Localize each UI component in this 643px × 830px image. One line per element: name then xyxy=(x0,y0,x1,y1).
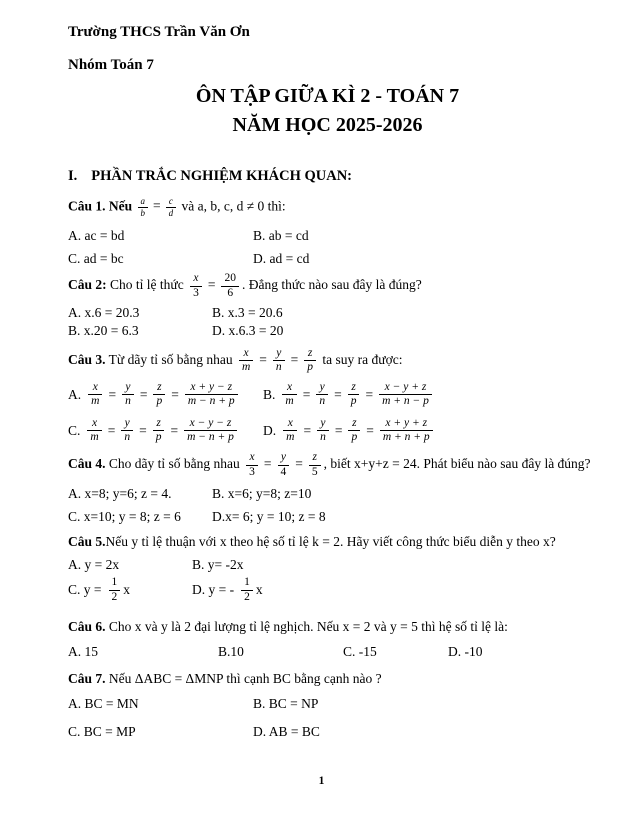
question-3-stem: Câu 3. Từ dãy tỉ số bằng nhau $\frac{x}{m}$ = $\frac{y}{n}$ = $\frac{z}{p}$ ta suy ra được: xyxy=(68,346,403,374)
section-numeral: I. xyxy=(68,167,78,184)
exam-title: ÔN TẬP GIỮA KÌ 2 - TOÁN 7 xyxy=(195,84,460,107)
fraction: $\frac{y}{n}$ xyxy=(316,381,328,409)
question-7-options-row-1 xyxy=(68,695,587,713)
fraction: $\frac{x}{m}$ xyxy=(87,417,101,445)
fraction: $\frac{y}{n}$ xyxy=(273,347,285,375)
question-6-label: Câu 6. xyxy=(68,619,106,635)
page-number: 1 xyxy=(318,775,325,788)
question-3-label: Câu 3. xyxy=(68,351,106,367)
option-c: C. x=10; y = 8; z = 6 xyxy=(68,509,181,525)
section-heading xyxy=(68,167,587,187)
question-7-options-row-2 xyxy=(68,723,587,741)
question-1 xyxy=(68,196,587,268)
fraction: $\frac{z}{5}$ xyxy=(309,451,321,479)
fraction: $\frac{x}{m}$ xyxy=(239,347,253,375)
option-b: B. x=6; y=8; z=10 xyxy=(212,486,312,502)
fraction: $\frac{a}{b}$ xyxy=(138,196,149,219)
option-a: A. y = 2x xyxy=(68,556,120,572)
option-b: B. y= -2x xyxy=(192,556,244,572)
fraction: $\frac{x}{m}$ xyxy=(282,381,296,409)
question-5-stem: Câu 5.Nếu y tỉ lệ thuận với x theo hệ số tỉ lệ k = 2. Hãy viết công thức biểu diễn y theo x? xyxy=(68,533,556,549)
option-c: C. y = $\frac{1}{2}$ x xyxy=(68,576,130,603)
fraction: $\frac{y}{n}$ xyxy=(317,417,329,445)
option-a: A. x.6 = 20.3 xyxy=(68,305,140,321)
question-7-label: Câu 7. xyxy=(68,670,106,686)
option-d: D. ad = cd xyxy=(253,250,310,266)
option-d: D.x= 6; y = 10; z = 8 xyxy=(212,509,326,525)
option-b: B. ab = cd xyxy=(253,227,309,243)
question-2-options-row-2 xyxy=(68,322,587,340)
option-c: C. -15 xyxy=(343,644,377,660)
school-year: NĂM HỌC 2025-2026 xyxy=(232,113,423,136)
question-2-stem: Câu 2: Cho tỉ lệ thức $\frac{x}{3}$ = $\frac{20}{6}$ . Đẳng thức nào sau đây là đúng? xyxy=(68,272,422,299)
option-d: D. x.6.3 = 20 xyxy=(212,323,284,339)
option-a: A. ac = bd xyxy=(68,227,125,243)
option-b: B.10 xyxy=(218,644,244,660)
fraction: $\frac{z}{p}$ xyxy=(153,381,165,409)
question-4-stem: Câu 4. Cho dãy tỉ số bằng nhau $\frac{x}{3}$ = $\frac{y}{4}$ = $\frac{z}{5}$ , biết x+y+z = 24. Phát biểu nào sau đây là đúng? xyxy=(68,451,591,478)
fraction: $\frac{x}{m}$ xyxy=(88,381,102,409)
question-6-options-row xyxy=(68,643,587,661)
option-b: B. BC = NP xyxy=(253,695,319,711)
fraction: $\frac{x - y - z}{m - n + p}$ xyxy=(184,417,237,445)
question-2 xyxy=(68,272,587,341)
question-7-stem: Câu 7. Nếu ΔABC = ΔMNP thì cạnh BC bằng cạnh nào ? xyxy=(68,670,382,686)
option-c: C. $\frac{x}{m}$ = $\frac{y}{n}$ = $\frac{z}{p}$ = $\frac{x - y - z}{m - n + p}$ xyxy=(68,417,263,445)
fraction: $\frac{x}{3}$ xyxy=(190,272,202,300)
option-d: D. $\frac{x}{m}$ = $\frac{y}{n}$ = $\frac{z}{p}$ = $\frac{x + y + z}{m + n + p}$ xyxy=(263,417,587,445)
fraction: $\frac{c}{d}$ xyxy=(166,196,177,219)
fraction: $\frac{20}{6}$ xyxy=(221,272,239,300)
fraction: $\frac{z}{p}$ xyxy=(153,417,165,445)
fraction: $\frac{x}{m}$ xyxy=(283,417,297,445)
option-a: A. $\frac{x}{m}$ = $\frac{y}{n}$ = $\frac{z}{p}$ = $\frac{x + y - z}{m - n + p}$ xyxy=(68,381,263,409)
option-c: C. ad = bc xyxy=(68,250,124,266)
question-4-options-row-2 xyxy=(68,508,587,526)
question-6 xyxy=(68,618,587,661)
question-5-options-row-1 xyxy=(68,556,587,574)
fraction: $\frac{z}{p}$ xyxy=(348,417,360,445)
option-c: B. x.20 = 6.3 xyxy=(68,323,139,339)
question-4-options-row-1 xyxy=(68,485,587,503)
fraction: $\frac{z}{p}$ xyxy=(304,347,316,375)
fraction: $\frac{1}{2}$ xyxy=(241,576,253,604)
question-3-options-row-1 xyxy=(68,381,587,409)
section-title: PHẦN TRẮC NGHIỆM KHÁCH QUAN: xyxy=(91,167,353,184)
question-6-stem: Câu 6. Cho x và y là 2 đại lượng tỉ lệ nghịch. Nếu x = 2 và y = 5 thì hệ số tỉ lệ là: xyxy=(68,619,508,635)
question-2-options-row-1 xyxy=(68,304,587,322)
question-7 xyxy=(68,670,587,742)
title-block xyxy=(68,82,587,140)
option-d: D. AB = BC xyxy=(253,724,320,740)
question-3-options-row-2 xyxy=(68,417,587,445)
option-a: A. BC = MN xyxy=(68,695,139,711)
fraction: $\frac{x + y + z}{m + n + p}$ xyxy=(380,417,433,445)
option-a: A. 15 xyxy=(68,644,98,660)
school-name: Trường THCS Trần Văn Ơn xyxy=(68,24,250,40)
question-1-options-row-2 xyxy=(68,250,587,268)
fraction: $\frac{y}{n}$ xyxy=(122,381,134,409)
question-4 xyxy=(68,451,591,527)
group-name: Nhóm Toán 7 xyxy=(68,57,154,74)
question-5-options-row-2 xyxy=(68,576,587,604)
question-5 xyxy=(68,533,587,605)
question-2-label: Câu 2: xyxy=(68,277,107,293)
option-b: B. x.3 = 20.6 xyxy=(212,305,283,321)
option-c: C. BC = MP xyxy=(68,724,136,740)
fraction: $\frac{y}{n}$ xyxy=(121,417,133,445)
fraction: $\frac{x + y - z}{m - n + p}$ xyxy=(185,381,238,409)
question-1-options-row-1 xyxy=(68,227,587,245)
fraction: $\frac{y}{4}$ xyxy=(278,451,290,479)
fraction: $\frac{z}{p}$ xyxy=(348,381,360,409)
option-a: A. x=8; y=6; z = 4. xyxy=(68,486,172,502)
option-d: D. y = - $\frac{1}{2}$ x xyxy=(192,576,263,603)
fraction: $\frac{x}{3}$ xyxy=(246,451,258,479)
fraction: $\frac{x - y + z}{m + n - p}$ xyxy=(379,381,432,409)
question-1-stem: Câu 1. Nếu $\frac{a}{b}$ = $\frac{c}{d}$ và a, b, c, d ≠ 0 thì: xyxy=(68,196,286,218)
option-d: D. -10 xyxy=(448,644,483,660)
question-3 xyxy=(68,347,587,445)
option-b: B. $\frac{x}{m}$ = $\frac{y}{n}$ = $\frac{z}{p}$ = $\frac{x - y + z}{m + n - p}$ xyxy=(263,381,587,409)
question-5-label: Câu 5. xyxy=(68,533,106,549)
question-4-label: Câu 4. xyxy=(68,456,106,472)
question-1-label: Câu 1. xyxy=(68,198,106,214)
fraction: $\frac{1}{2}$ xyxy=(109,576,121,604)
